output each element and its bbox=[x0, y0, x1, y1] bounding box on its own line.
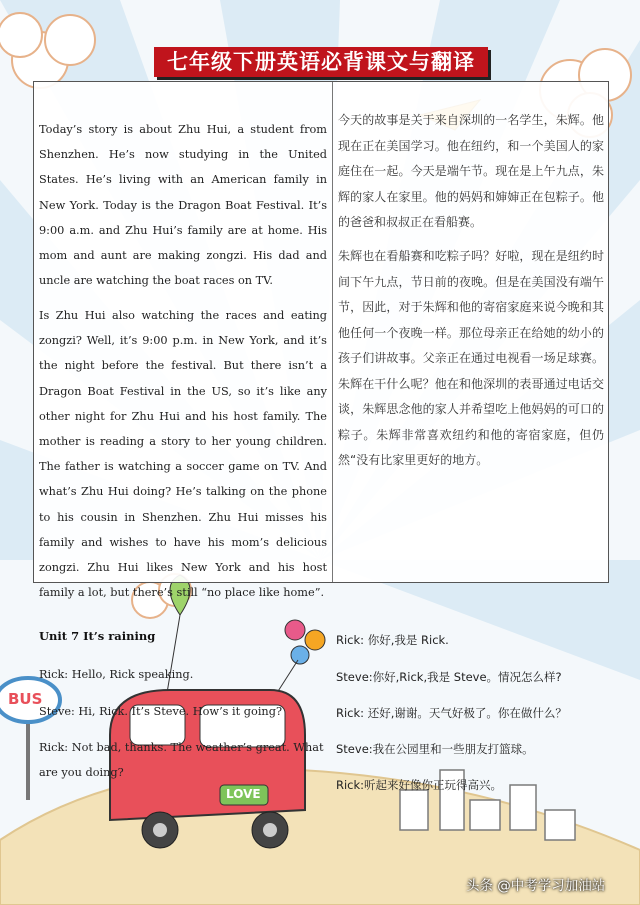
dialogue-zh-line-1: Rick: 你好,我是 Rick. bbox=[336, 633, 449, 647]
passage-zh-paragraph-1: 今天的故事是关于来自深圳的一名学生，朱辉。他现在正在美国学习。他在纽约，和一个美国人的家庭住在一起。今天是端午节。现在是上午九点，朱辉的家人在家里。他的妈妈和婶婶正在包粽子。他的爸爸和叔叔正在看船赛。 bbox=[338, 113, 604, 229]
dialogue-en-line-1: Rick: Hello, Rick speaking. bbox=[39, 668, 194, 681]
watermark: 头条 @中考学习加油站 bbox=[466, 878, 606, 894]
unit-title: Unit 7 It’s raining bbox=[39, 629, 156, 643]
bus-love-label: LOVE bbox=[226, 787, 261, 801]
passage-en-paragraph-2: Is Zhu Hui also watching the races and eating zongzi? Well, it’s 9:00 p.m. in New York, and it’s the night before the festival. But there isn’t a Dragon Boat Festival in the US, so it’s like any other night for Zhu Hui and his host family. The mother is reading a story to her young children. The father is watching a soccer game on TV. And what’s Zhu Hui doing? He’s talking on the phone to his cousin in Shenzhen. Zhu Hui misses his family and wishes to have his mom’s delicious zongzi. Zhu Hui likes New York and his host family a lot, but there’s still “no place like home”. bbox=[39, 309, 327, 600]
dialogue-zh-line-5: Rick:听起来好像你正玩得高兴。 bbox=[336, 778, 503, 792]
passage-zh-paragraph-2: 朱辉也在看船赛和吃粽子吗？好啦，现在是纽约时间下午九点，节日前的夜晚。但是在美国没有端午节，因此，对于朱辉和他的寄宿家庭来说今晚和其他任何一个夜晚一样。那位母亲正在给她的幼小的孩子们讲故事。父亲正在通过电视看一场足球赛。朱辉在干什么呢？他在和他深圳的表哥通过电话交谈，朱辉思念他的家人并希望吃上他妈妈的可口的粽子。朱辉非常喜欢纽约和他的寄宿家庭，但仍然“没有比家里更好的地方。 bbox=[338, 249, 604, 467]
column-divider bbox=[332, 82, 333, 582]
page-title: 七年级下册英语必背课文与翻译 bbox=[154, 47, 488, 77]
dialogue-zh-line-2: Steve:你好,Rick,我是 Steve。情况怎么样? bbox=[336, 670, 562, 684]
passage-en-paragraph-1: Today’s story is about Zhu Hui, a student from Shenzhen. He’s now studying in the United States. He’s living with an American family in New York. Today is the Dragon Boat Festival. It’s 9:00 a.m. and Zhu Hui’s family are at home. His mom and aunt are making zongzi. His dad and uncle are watching the boat races on TV. bbox=[39, 123, 327, 288]
dialogue-zh-line-3: Rick: 还好,谢谢。天气好极了。你在做什么？ bbox=[336, 706, 567, 720]
dialogue-zh-line-4: Steve:我在公园里和一些朋友打篮球。 bbox=[336, 742, 534, 756]
bus-sign-label: BUS bbox=[8, 690, 43, 708]
dialogue-en-line-2: Steve: Hi, Rick. It’s Steve. How’s it going? bbox=[39, 705, 282, 718]
dialogue-en-line-3: Rick: Not bad, thanks. The weather’s great. What are you doing? bbox=[39, 741, 324, 779]
